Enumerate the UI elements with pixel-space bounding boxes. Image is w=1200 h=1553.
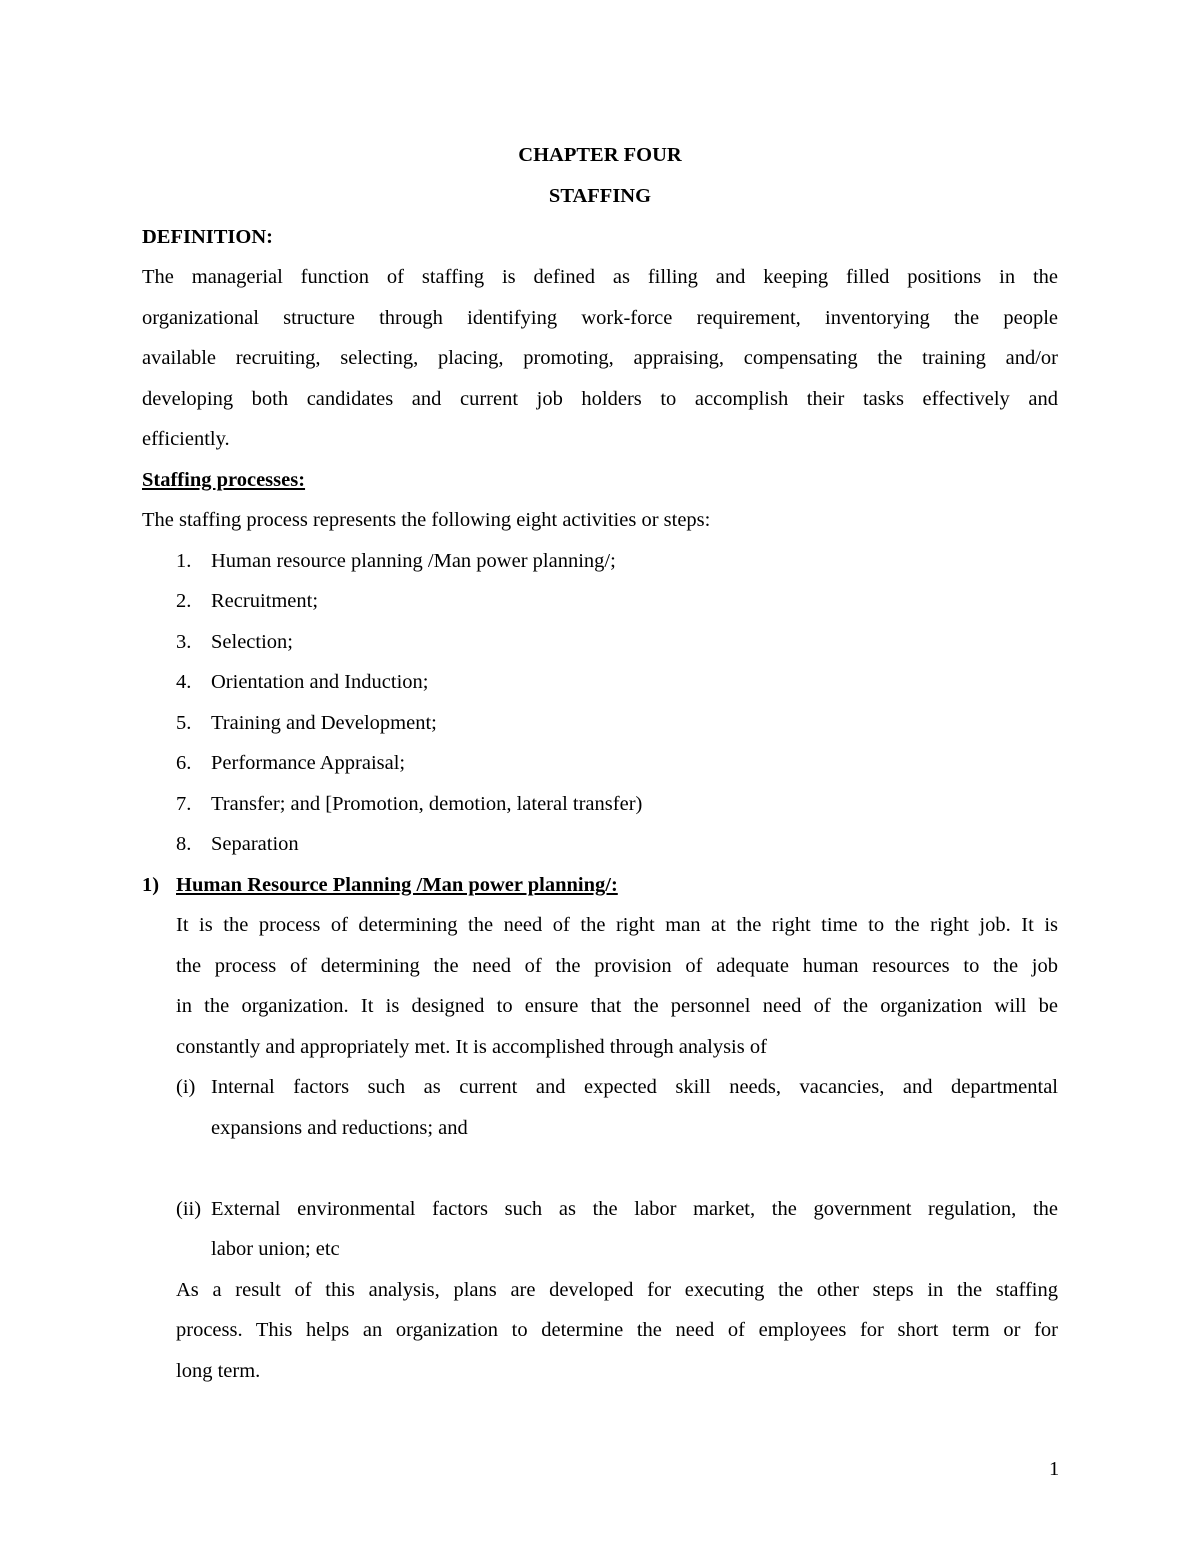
factor-line: Internal factors such as current and expected skill needs, vacancies, and departmental (211, 1076, 1058, 1098)
step-number: 2. (176, 590, 192, 612)
definition-line: available recruiting, selecting, placing, promoting, appraising, compensating the training and/or (142, 347, 1058, 369)
definition-heading: DEFINITION: (142, 226, 273, 248)
step-number: 6. (176, 752, 192, 774)
step-text: Transfer; and [Promotion, demotion, lateral transfer) (211, 793, 643, 815)
result-line: As a result of this analysis, plans are developed for executing the other steps in the staffing (176, 1279, 1058, 1301)
factor-label: (ii) (176, 1198, 202, 1220)
chapter-number: CHAPTER FOUR (518, 144, 682, 166)
step-text: Training and Development; (211, 712, 437, 734)
step-text: Human resource planning /Man power planning/; (211, 550, 616, 572)
section-paragraph-line: constantly and appropriately met. It is accomplished through analysis of (176, 1036, 767, 1058)
section-paragraph-line: the process of determining the need of the provision of adequate human resources to the job (176, 955, 1058, 977)
step-number: 4. (176, 671, 192, 693)
step-text: Performance Appraisal; (211, 752, 406, 774)
factor-line: expansions and reductions; and (211, 1117, 468, 1139)
result-line: process. This helps an organization to determine the need of employees for short term or for (176, 1319, 1058, 1341)
step-number: 5. (176, 712, 192, 734)
factor-line: External environmental factors such as the labor market, the government regulation, the (211, 1198, 1058, 1220)
section-heading: Human Resource Planning /Man power planning/: (176, 874, 618, 896)
step-text: Selection; (211, 631, 293, 653)
step-text: Orientation and Induction; (211, 671, 429, 693)
step-number: 3. (176, 631, 192, 653)
step-text: Separation (211, 833, 299, 855)
section-number: 1) (142, 874, 160, 896)
processes-heading: Staffing processes: (142, 469, 306, 491)
processes-intro: The staffing process represents the following eight activities or steps: (142, 509, 711, 531)
step-number: 7. (176, 793, 192, 815)
step-text: Recruitment; (211, 590, 319, 612)
factor-line: labor union; etc (211, 1238, 340, 1260)
factor-label: (i) (176, 1076, 196, 1098)
step-number: 1. (176, 550, 192, 572)
definition-line: organizational structure through identifying work-force requirement, inventorying the people (142, 307, 1058, 329)
section-paragraph-line: in the organization. It is designed to ensure that the personnel need of the organization will be (176, 995, 1058, 1017)
chapter-title: STAFFING (548, 185, 652, 207)
definition-line: developing both candidates and current job holders to accomplish their tasks effectively and (142, 388, 1058, 410)
result-line: long term. (176, 1360, 261, 1382)
definition-line: efficiently. (142, 428, 230, 450)
section-paragraph-line: It is the process of determining the need of the right man at the right time to the right job. It is (176, 914, 1058, 936)
page-number: 1 (1049, 1458, 1060, 1480)
definition-line: The managerial function of staffing is defined as filling and keeping filled positions in the (142, 266, 1058, 288)
step-number: 8. (176, 833, 192, 855)
